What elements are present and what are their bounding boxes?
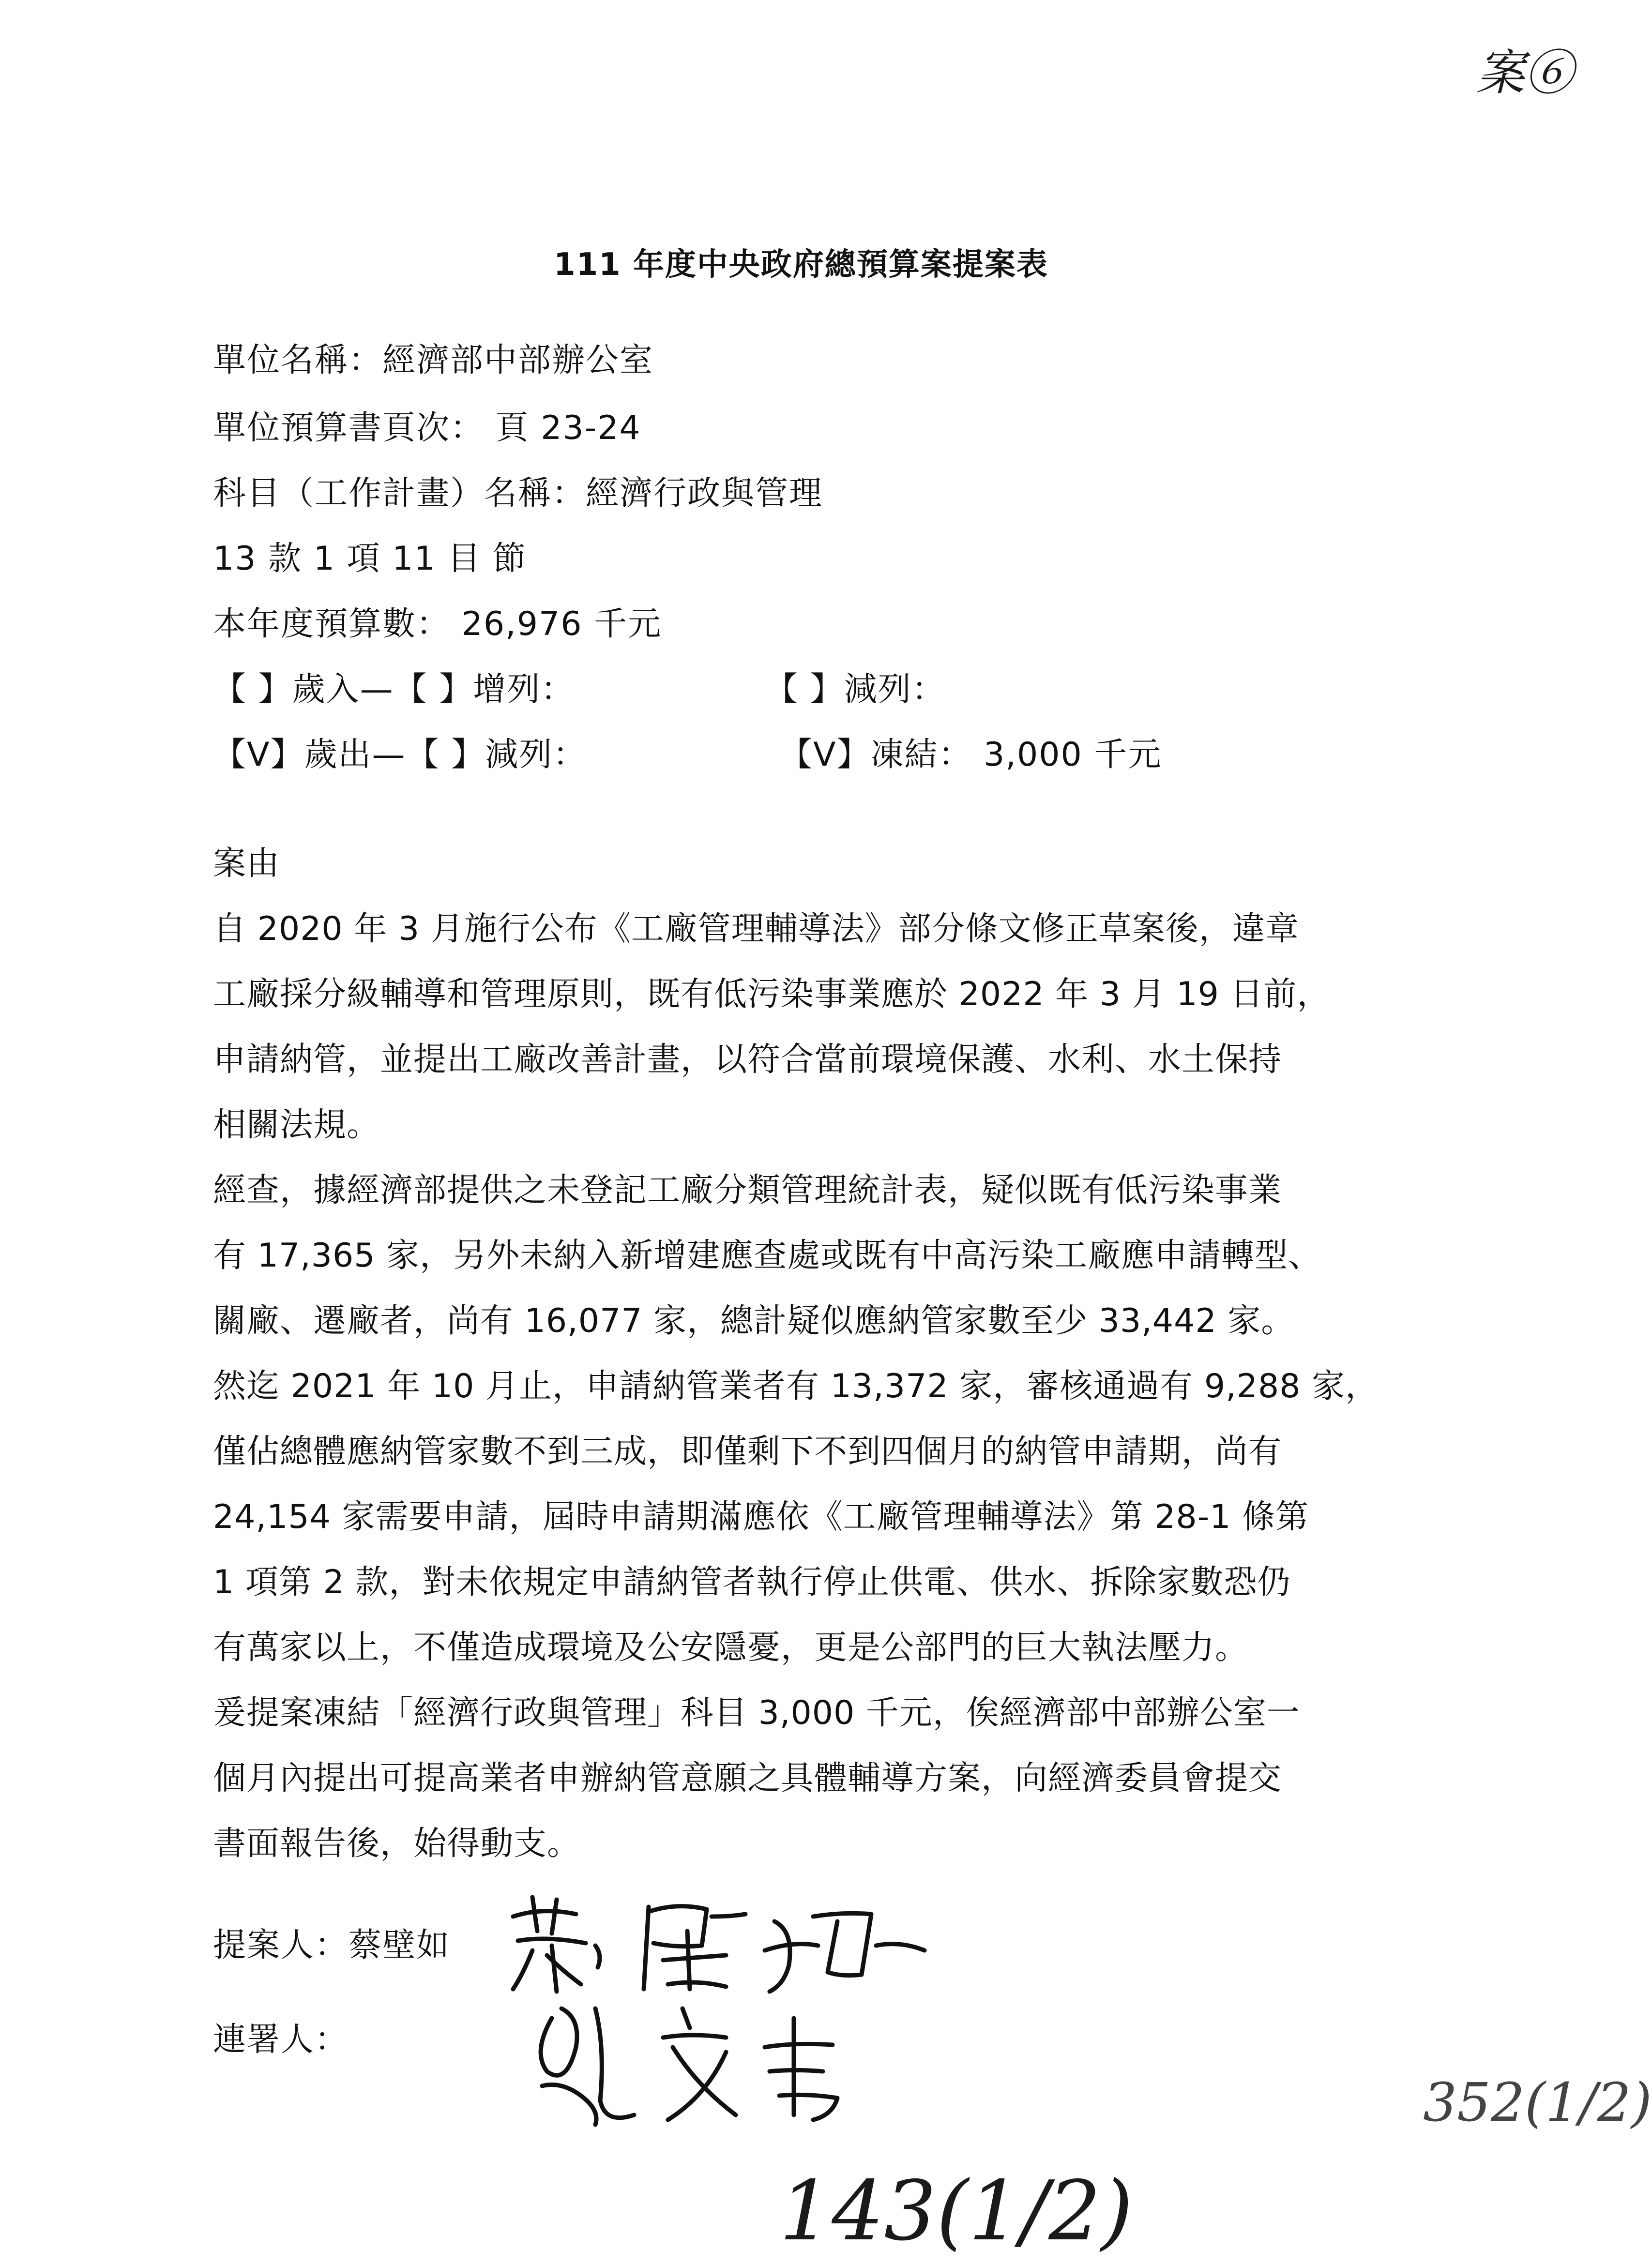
body-line: 書面報告後，始得動支。 xyxy=(213,1825,581,1863)
body-line: 有萬家以上，不僅造成環境及公安隱憂，更是公部門的巨大執法壓力。 xyxy=(213,1629,1249,1667)
body-line: 工廠採分級輔導和管理原則，既有低污染事業應於 2022 年 3 月 19 日前， xyxy=(213,975,1331,1013)
body-line: 1 項第 2 款，對未依規定申請納管者執行停止供電、供水、拆除家數恐仍 xyxy=(213,1563,1291,1601)
unit-name: 單位名稱：經濟部中部辦公室 xyxy=(213,341,654,379)
body-line: 24,154 家需要申請，屆時申請期滿應依《工廠管理輔導法》第 28-1 條第 xyxy=(213,1498,1309,1536)
account-code: 13 款 1 項 11 目 節 xyxy=(213,540,527,578)
cosigner-label: 連署人： xyxy=(213,2021,349,2059)
body-line: 關廠、遷廠者，尚有 16,077 家，總計疑似應納管家數至少 33,442 家。 xyxy=(213,1302,1295,1340)
body-line: 自 2020 年 3 月施行公布《工廠管理輔導法》部分條文修正草案後，違章 xyxy=(213,910,1299,948)
expense-freeze: 【V】凍結： 3,000 千元 xyxy=(779,736,1162,774)
corner-mark: 案⑥ xyxy=(1476,45,1573,101)
body-line: 個月內提出可提高業者申辦納管意願之具體輔導方案，向經濟委員會提交 xyxy=(213,1759,1282,1797)
proposer-label: 提案人：蔡壁如 xyxy=(213,1926,451,1964)
body-line: 申請納管，並提出工廠改善計畫，以符合當前環境保護、水利、水土保持 xyxy=(213,1041,1282,1079)
section-heading: 案由 xyxy=(213,845,280,883)
cosigner-signature xyxy=(523,1989,910,2134)
body-line: 然迄 2021 年 10 月止，申請納管業者有 13,372 家，審核通過有 9,288 家， xyxy=(213,1367,1379,1405)
budget-pages: 單位預算書頁次： 頁 23-24 xyxy=(213,409,641,447)
stamp-number: 352(1/2) xyxy=(1423,2071,1652,2133)
proposer-signature xyxy=(503,1888,939,1999)
body-line: 相關法規。 xyxy=(213,1106,380,1144)
body-line: 有 17,365 家，另外未納入新增建應查處或既有中高污染工廠應申請轉型、 xyxy=(213,1237,1322,1275)
page-title: 111 年度中央政府總預算案提案表 xyxy=(554,247,1048,283)
revenue-decrease: 【 】減列： xyxy=(765,670,946,709)
page-number: 143(1/2) xyxy=(779,2163,1133,2259)
subject-name: 科目（工作計畫）名稱：經濟行政與管理 xyxy=(213,474,823,513)
expense-decrease: 【V】歲出—【 】減列： xyxy=(213,736,587,774)
body-line: 僅佔總體應納管家數不到三成，即僅剩下不到四個月的納管申請期，尚有 xyxy=(213,1433,1282,1471)
body-line: 爰提案凍結「經濟行政與管理」科目 3,000 千元，俟經濟部中部辦公室一 xyxy=(213,1694,1300,1732)
revenue-increase: 【 】歲入—【 】增列： xyxy=(213,670,575,709)
budget-amount: 本年度預算數： 26,976 千元 xyxy=(213,605,662,643)
body-line: 經查，據經濟部提供之未登記工廠分類管理統計表，疑似既有低污染事業 xyxy=(213,1171,1282,1209)
